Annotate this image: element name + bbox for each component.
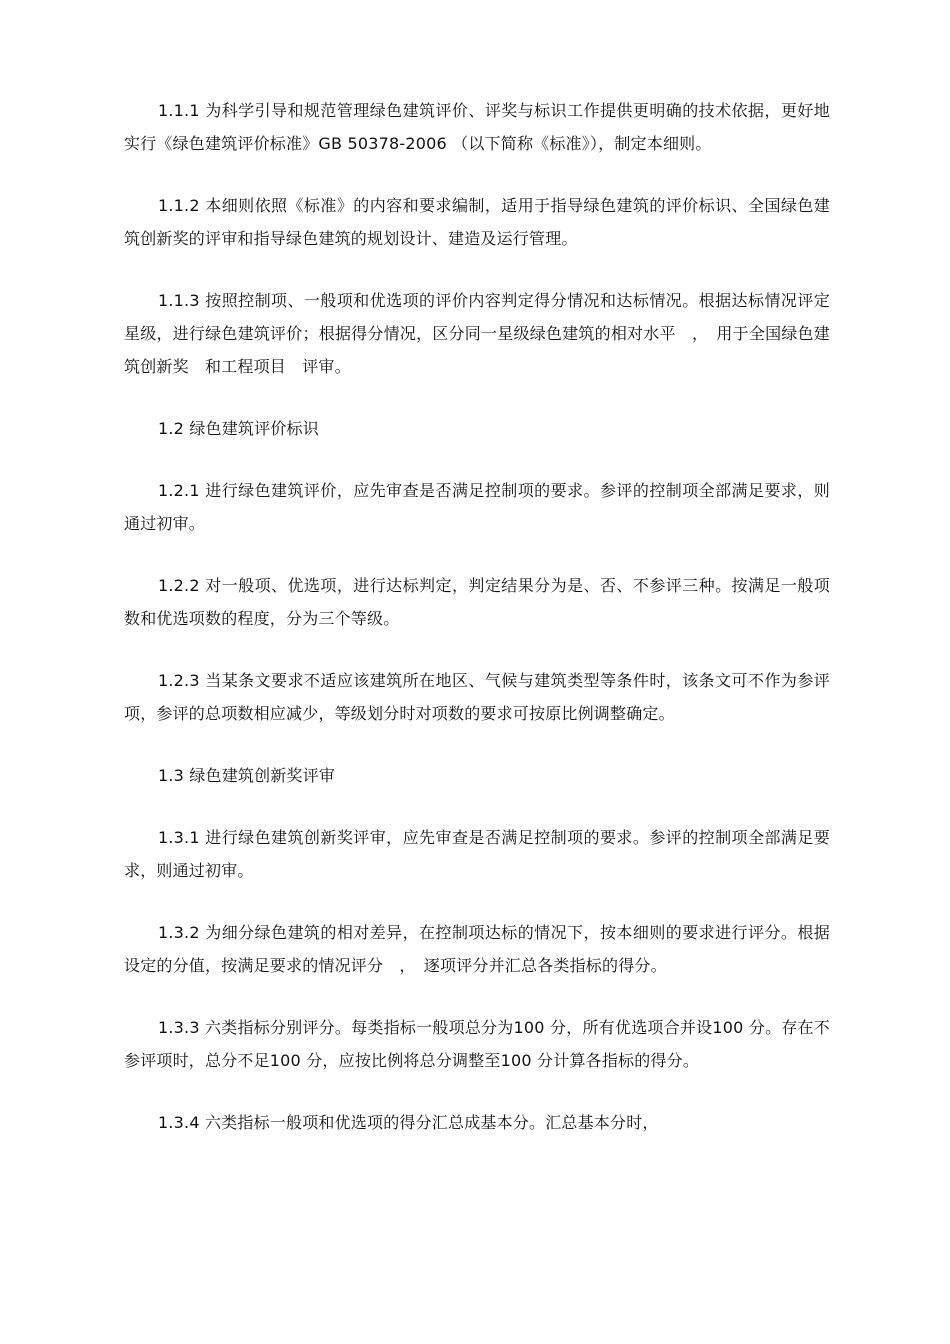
paragraph-1-3-4: 1.3.4 六类指标一般项和优选项的得分汇总成基本分。汇总基本分时， <box>158 1113 659 1132</box>
section-heading-1-2: 1.2 绿色建筑评价标识 <box>158 419 319 438</box>
paragraph-1-3-1: 1.3.1 进行绿色建筑创新奖评审，应先审查是否满足控制项的要求。参评的控制项全部满足要求，则通过初审。 <box>124 828 830 880</box>
paragraph-1-3-2: 1.3.2 为细分绿色建筑的相对差异，在控制项达标的情况下，按本细则的要求进行评分。根据设定的分值，按满足要求的情况评分 ， 逐项评分并汇总各类指标的得分。 <box>124 923 830 975</box>
section-heading-1-3: 1.3 绿色建筑创新奖评审 <box>158 766 336 785</box>
paragraph-1-1-2: 1.1.2 本细则依照《标准》的内容和要求编制，适用于指导绿色建筑的评价标识、全国绿色建筑创新奖的评审和指导绿色建筑的规划设计、建造及运行管理。 <box>124 196 830 248</box>
paragraph-1-1-3: 1.1.3 按照控制项、一般项和优选项的评价内容判定得分情况和达标情况。根据达标情况评定星级，进行绿色建筑评价；根据得分情况，区分同一星级绿色建筑的相对水平 ， 用于全国绿色建筑创新奖 和工程项目 评审。 <box>124 291 830 376</box>
paragraph-1-3-3: 1.3.3 六类指标分别评分。每类指标一般项总分为100 分，所有优选项合并设100 分。存在不参评项时，总分不足100 分，应按比例将总分调整至100 分计算各指标的得分。 <box>124 1018 830 1070</box>
paragraph-1-2-1: 1.2.1 进行绿色建筑评价，应先审查是否满足控制项的要求。参评的控制项全部满足要求，则通过初审。 <box>124 481 830 533</box>
paragraph-1-2-2: 1.2.2 对一般项、优选项，进行达标判定，判定结果分为是、否、不参评三种。按满足一般项数和优选项数的程度，分为三个等级。 <box>124 576 830 628</box>
paragraph-1-1-1: 1.1.1 为科学引导和规范管理绿色建筑评价、评奖与标识工作提供更明确的技术依据，更好地实行《绿色建筑评价标准》GB 50378-2006 （以下简称《标准》），制定本细则。 <box>124 101 830 153</box>
paragraph-1-2-3: 1.2.3 当某条文要求不适应该建筑所在地区、气候与建筑类型等条件时，该条文可不作为参评项，参评的总项数相应减少，等级划分时对项数的要求可按原比例调整确定。 <box>124 671 830 723</box>
document-body <box>124 94 830 1168</box>
